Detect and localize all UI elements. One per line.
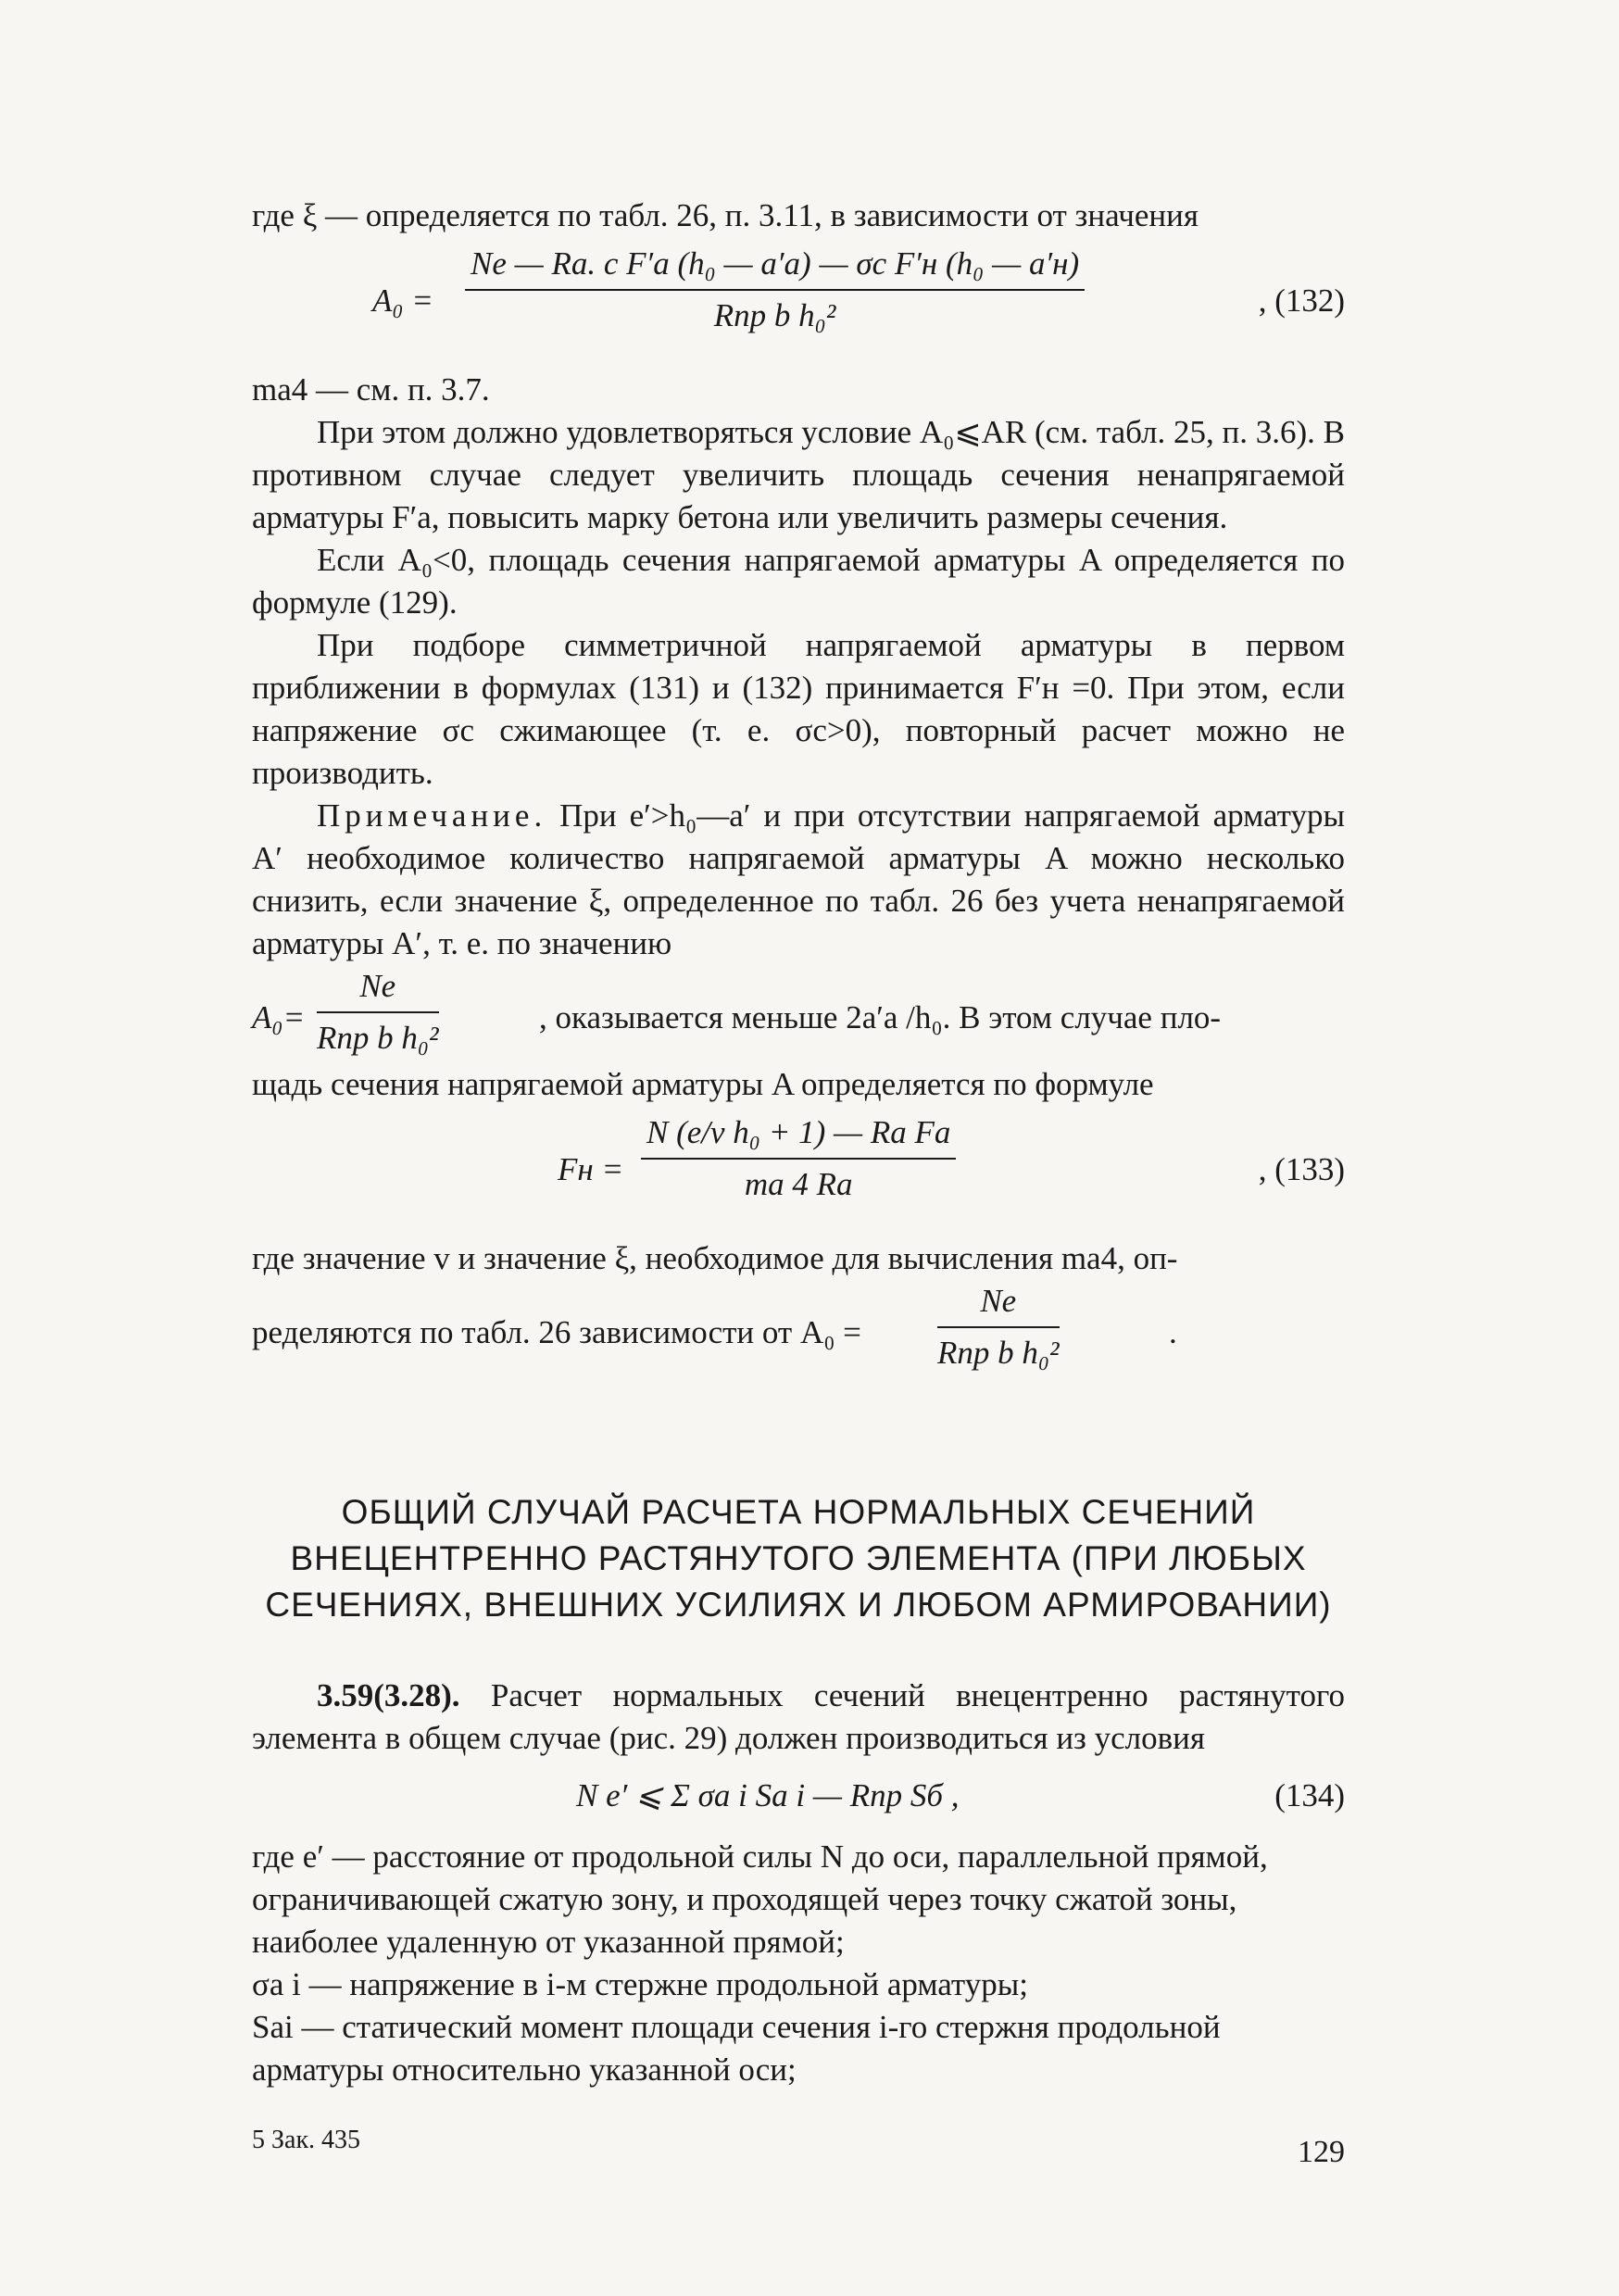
formula-133 <box>252 1111 1345 1232</box>
formula-note-lhs: A₀= <box>252 999 306 1035</box>
definition-s: Sаi — статический момент площади сечения i-го стержня продольной арматуры относительно указанной оси; <box>252 2009 1221 2088</box>
formula-a0-final-numerator: Ne <box>937 1280 1060 1328</box>
section-heading: ОБЩИЙ СЛУЧАЙ РАСЧЕТА НОРМАЛЬНЫХ СЕЧЕНИЙ ВНЕЦЕНТРЕННО РАСТЯНУТОГО ЭЛЕМЕНТА (ПРИ ЛЮБЫХ СЕЧЕНИЯХ, ВНЕШНИХ УСИЛИЯХ И ЛЮБОМ АРМИРОВАНИИ) <box>265 1493 1332 1624</box>
formula-a0-final-pre: ределяются по табл. 26 зависимости от A₀ = <box>252 1314 861 1350</box>
definitions <box>252 1836 1345 2091</box>
formula-a0-final <box>252 1280 1345 1378</box>
paragraph-condition: При этом должно удовлетворяться условие A₀⩽AR (см. табл. 25, п. 3.6). В противном случае следует увеличить площадь сечения ненапрягаемой арматуры F′а, повысить марку бетона или увеличить размеры сечения. <box>252 414 1346 535</box>
formula-133-denominator: mа 4 Rа <box>744 1166 853 1202</box>
formula-note-numerator: Ne <box>317 965 439 1013</box>
formula-note <box>252 965 1345 1063</box>
formula-132-denominator: Rпр b h₀² <box>713 297 836 333</box>
formula-132 <box>252 243 1345 363</box>
formula-132-lhs: A₀ = <box>372 282 433 319</box>
note-text: При e′>h₀—a′ и при отсутствии напрягаемой арматуры A′ необходимое количество напрягаемой арматуры A можно несколько снизить, если значение ξ, определенное по табл. 26 без учета ненапрягаемой арматуры A′, т. е. по значению <box>252 797 1345 961</box>
formula-132-number: , (132) <box>1258 282 1345 319</box>
formula-note-denominator: Rпр b h₀² <box>317 1020 439 1056</box>
formula-133-fraction <box>641 1111 956 1206</box>
line-ma4: mа4 — см. п. 3.7. <box>252 371 490 408</box>
paragraph-area: щадь сечения напрягаемой арматуры A определяется по формуле <box>252 1066 1154 1102</box>
paragraph-v-xi: где значение v и значение ξ, необходимое для вычисления mа4, оп- <box>252 1240 1178 1276</box>
definition-sigma: σа i — напряжение в i-м стержне продольной арматуры; <box>252 1966 1028 2002</box>
formula-133-number: , (133) <box>1258 1151 1345 1187</box>
formula-note-fraction <box>317 965 439 1060</box>
paragraph-3-59-text: Расчет нормальных сечений внецентренно растянутого элемента в общем случае (рис. 29) должен производиться из условия <box>252 1677 1346 1756</box>
paragraph-note <box>252 795 1345 965</box>
formula-133-lhs: Fн = <box>558 1151 624 1187</box>
formula-134 <box>252 1765 1345 1830</box>
formula-a0-final-tail: . <box>1169 1314 1177 1350</box>
paragraph-a0-negative: Если A₀<0, площадь сечения напрягаемой арматуры A определяется по формуле (129). <box>252 542 1345 621</box>
page-body <box>252 194 1345 2091</box>
formula-note-tail: , оказывается меньше 2a′а /h₀. В этом случае пло- <box>539 999 1222 1035</box>
note-label: Примечание. <box>317 797 547 834</box>
paragraph-3-59 <box>252 1675 1345 1760</box>
formula-134-number: (134) <box>1274 1777 1345 1813</box>
paragraph-symmetric: При подборе симметричной напрягаемой арматуры в первом приближении в формулах (131) и (132) принимается F′н =0. При этом, если напряжение σс сжимающее (т. е. σс>0), повторный расчет можно не производить. <box>252 627 1345 791</box>
formula-133-numerator: N (e/v h₀ + 1) — Rа Fа <box>641 1111 956 1160</box>
definition-e-prime: где e′ — расстояние от продольной силы N до оси, параллельной прямой, ограничивающей сжатую зону, и проходящей через точку сжатой зоны, наиболее удаленную от указанной прямой; <box>252 1838 1268 1960</box>
page-number: 129 <box>1298 2135 1345 2169</box>
formula-a0-final-denominator: Rпр b h₀² <box>937 1335 1060 1371</box>
line-xi-def: где ξ — определяется по табл. 26, п. 3.11, в зависимости от значения <box>252 197 1199 233</box>
formula-134-body: N e′ ⩽ Σ σа i Sа i — Rпр Sб , <box>576 1777 960 1813</box>
footer-order: 5 Зак. 435 <box>252 2126 361 2154</box>
formula-a0-final-fraction <box>937 1280 1060 1374</box>
formula-132-fraction <box>465 243 1085 337</box>
formula-132-numerator: Ne — Rа. с F′а (h₀ — a′а) — σс F′н (h₀ — a′н) <box>465 243 1085 291</box>
paragraph-3-59-number: 3.59(3.28). <box>317 1677 460 1713</box>
